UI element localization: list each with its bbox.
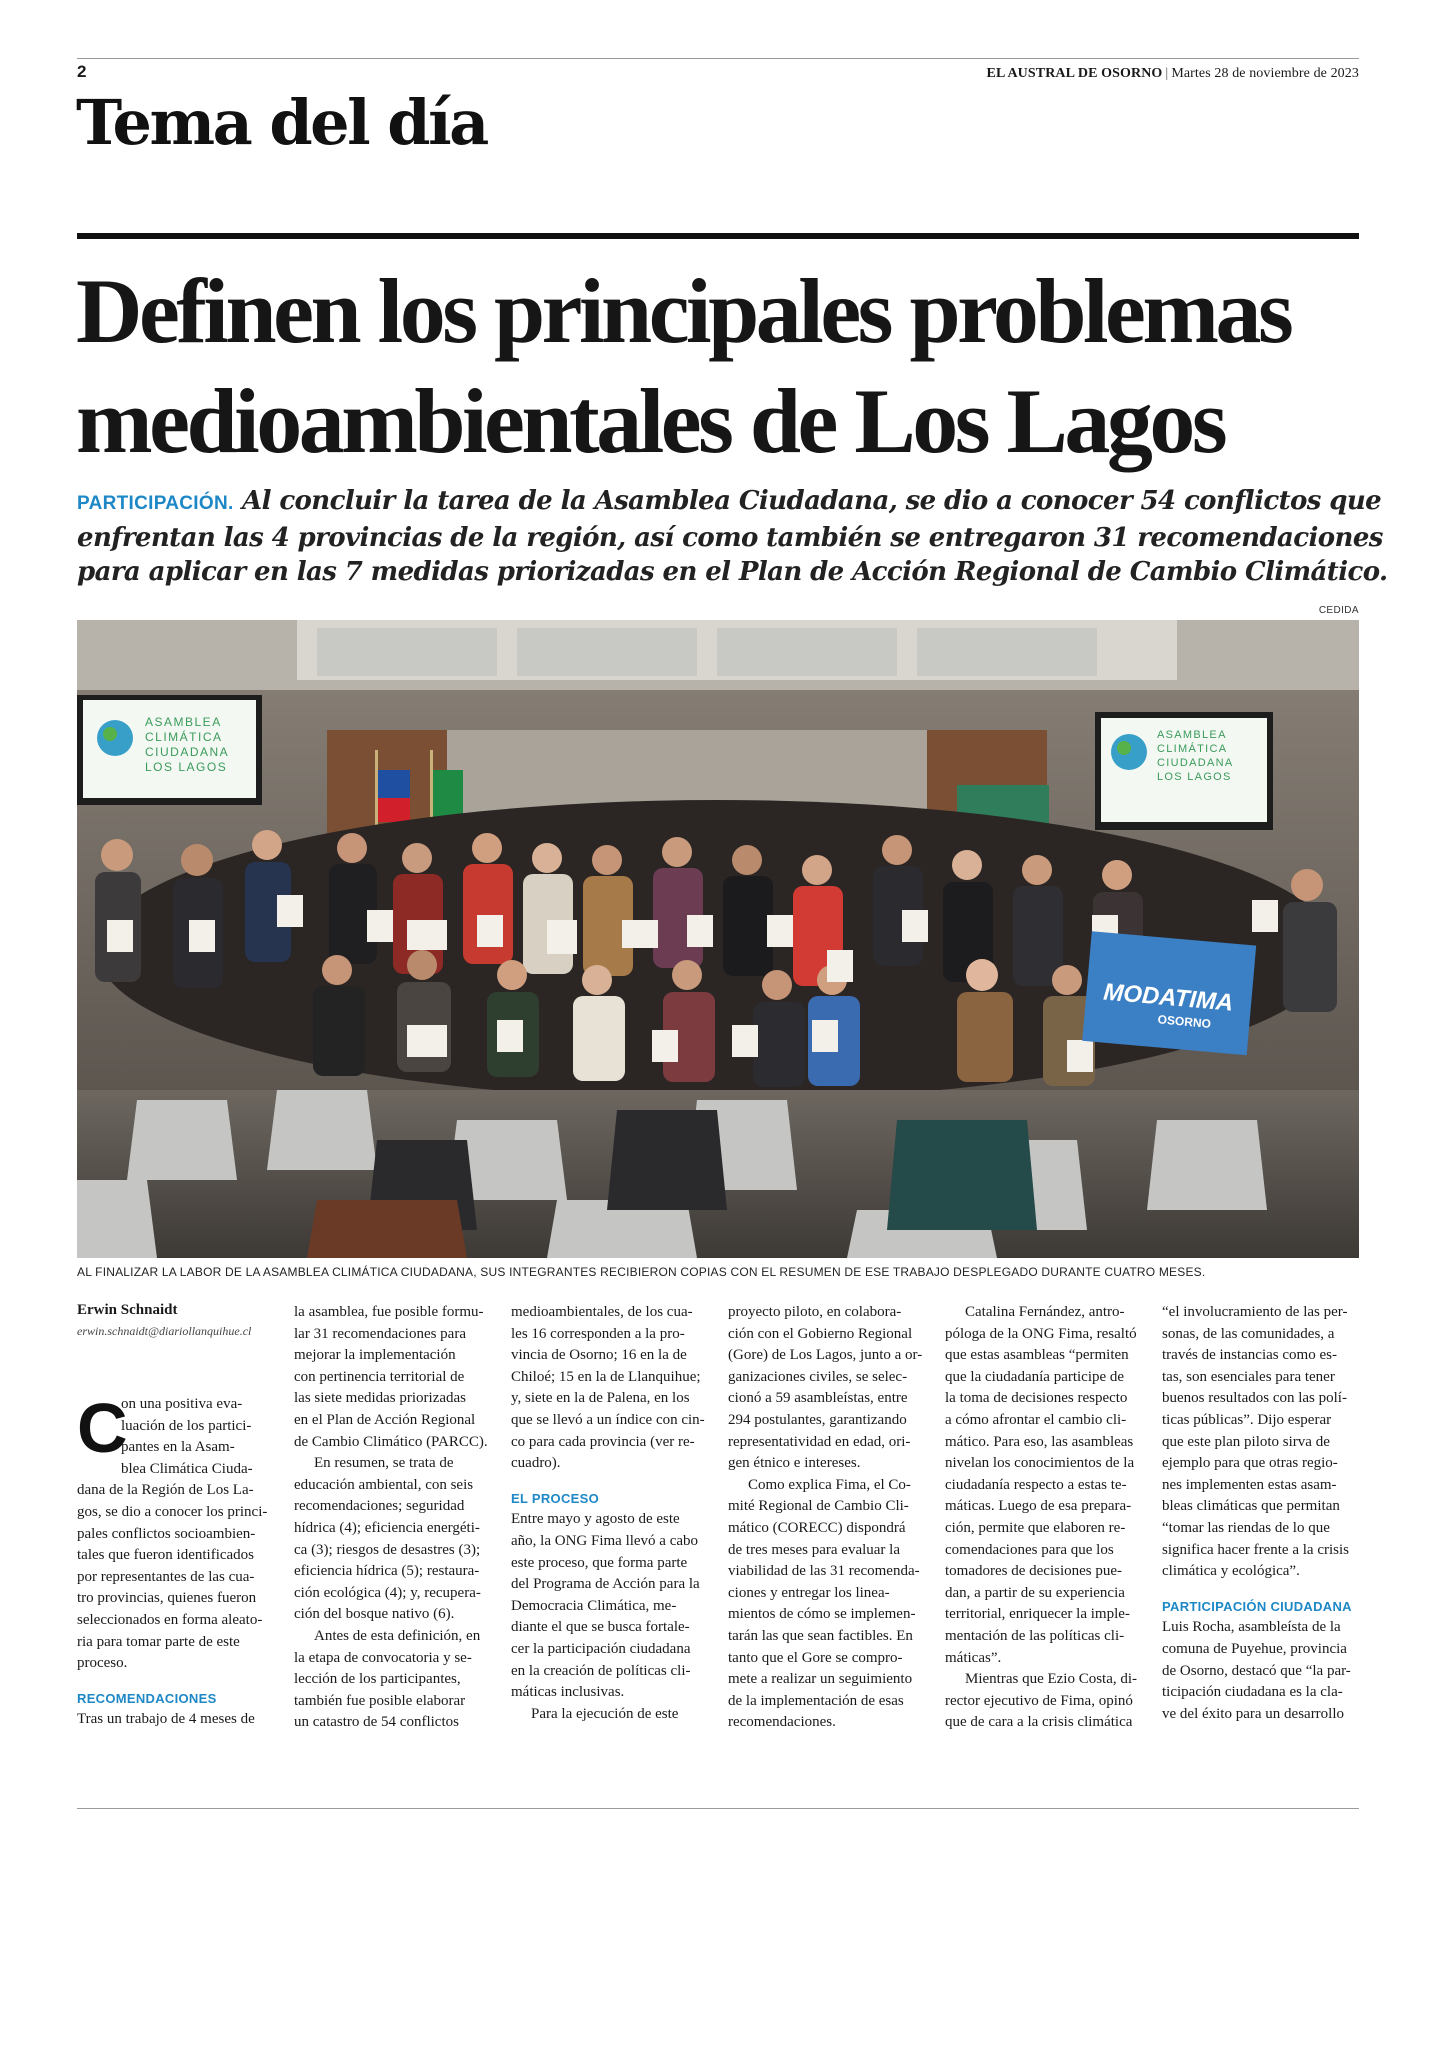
body-line: tomadores de decisiones pue- xyxy=(945,1563,1123,1580)
screen-text-line: CIUDADANA xyxy=(145,745,230,759)
body-line: ción con el Gobierno Regional xyxy=(728,1325,913,1342)
screen-text-line: LOS LAGOS xyxy=(145,760,228,774)
body-line: ciudadanía respecto a estas te- xyxy=(945,1476,1127,1493)
body-line: comuna de Puyehue, provincia xyxy=(1162,1640,1347,1657)
body-line: on una positiva eva- xyxy=(121,1396,243,1412)
byline-email: erwin.schnaidt@diariollanquihue.cl xyxy=(77,1324,252,1338)
article-column-2 xyxy=(294,1302,493,1734)
screen-text-line: CIUDADANA xyxy=(1157,757,1234,769)
masthead-separator: | xyxy=(1165,66,1169,81)
body-line: buenos resultados con las polí- xyxy=(1162,1390,1347,1407)
body-line: por representantes de las cua- xyxy=(77,1568,255,1585)
body-line: de Cambio Climático (PARCC). xyxy=(294,1433,488,1450)
body-line: cionó a 59 asambleístas, entre xyxy=(728,1390,908,1407)
body-line: las siete medidas priorizadas xyxy=(294,1390,467,1407)
body-line: nes implementen estas asam- xyxy=(1162,1476,1337,1493)
body-line: mientos de cómo se implemen- xyxy=(728,1606,916,1623)
page-number: 2 xyxy=(77,62,87,81)
body-line: recomendaciones; seguridad xyxy=(294,1498,465,1515)
masthead xyxy=(987,66,1359,82)
body-line: mité Regional de Cambio Cli- xyxy=(728,1498,909,1515)
body-line: máticas inclusivas. xyxy=(511,1684,625,1701)
article-column-4 xyxy=(728,1302,927,1734)
body-line: proceso. xyxy=(77,1655,128,1672)
body-line: territorial, enriquecer la imple- xyxy=(945,1606,1130,1623)
deck-line: enfrentan las 4 provincias de la región, así como también se entregaron 31 recomendaciones xyxy=(77,523,1383,553)
body-line: también fue posible elaborar xyxy=(294,1692,466,1709)
article-photo xyxy=(77,620,1359,1258)
body-line: tanto que el Gore se compro- xyxy=(728,1649,903,1666)
deck-line xyxy=(77,484,1382,521)
body-line: ejemplo para que otras regio- xyxy=(1162,1455,1338,1472)
body-line: que este plan piloto sirva de xyxy=(1162,1433,1330,1450)
group-photo-illustration xyxy=(77,620,1359,1258)
byline-author: Erwin Schnaidt xyxy=(77,1302,178,1318)
body-line: climática y ecológica”. xyxy=(1162,1563,1300,1580)
article-deck xyxy=(77,484,1388,589)
body-line: que la ciudadanía participe de xyxy=(945,1368,1125,1385)
headline-line: medioambientales de Los Lagos xyxy=(76,370,1225,472)
screen-text-line: CLIMÁTICA xyxy=(1157,743,1228,755)
headline-line: Definen los principales problemas xyxy=(76,260,1291,362)
body-line: diante el que se busca fortale- xyxy=(511,1619,690,1636)
body-line: bleas climáticas que permitan xyxy=(1162,1498,1340,1515)
body-line: pantes en la Asam- xyxy=(121,1439,235,1456)
body-line: sonas, de las comunidades, a xyxy=(1162,1325,1335,1342)
banner-subtext: OSORNO xyxy=(1157,1012,1212,1031)
article-column-1 xyxy=(77,1389,276,1731)
section-rule xyxy=(77,233,1359,239)
body-line: seleccionados en forma aleato- xyxy=(77,1611,263,1628)
body-line: ción, permite que elaboren re- xyxy=(945,1519,1126,1536)
body-line: Antes de esta definición, en xyxy=(314,1627,481,1644)
body-line: recomendaciones. xyxy=(728,1714,836,1731)
screen-text-line: ASAMBLEA xyxy=(1157,729,1227,741)
body-line: ticipación ciudadana es la cla- xyxy=(1162,1684,1343,1701)
article-headline xyxy=(76,256,1376,476)
body-line: mejorar la implementación xyxy=(294,1347,456,1364)
body-line: través de instancias como es- xyxy=(1162,1347,1337,1364)
body-line: pales conflictos socioambien- xyxy=(77,1525,256,1542)
body-line: co para cada provincia (ver re- xyxy=(511,1433,695,1450)
dropcap-letter: C xyxy=(77,1389,128,1467)
body-line: luación de los partici- xyxy=(121,1417,252,1434)
body-line: ve del éxito para un desarrollo xyxy=(1162,1705,1345,1722)
body-line: un catastro de 54 conflictos xyxy=(294,1714,459,1731)
body-line: de tres meses para evaluar la xyxy=(728,1541,900,1558)
body-line: Como explica Fima, el Co- xyxy=(748,1476,911,1493)
banner-text: MODATIMA xyxy=(1102,978,1235,1017)
body-line: tro provincias, quienes fueron xyxy=(77,1590,257,1607)
body-line: lar 31 recomendaciones para xyxy=(294,1325,466,1342)
bottom-rule xyxy=(77,1808,1359,1809)
body-line: blea Climática Ciuda- xyxy=(121,1460,253,1477)
section-title: Tema del día xyxy=(76,86,487,159)
body-line: lección de los participantes, xyxy=(294,1671,461,1688)
body-line: proyecto piloto, en colabora- xyxy=(728,1304,902,1320)
subhead-participacion-ciudadana: PARTICIPACIÓN CIUDADANA xyxy=(1162,1598,1352,1614)
body-line: en el Plan de Acción Regional xyxy=(294,1411,476,1428)
body-line: ción del bosque nativo (6). xyxy=(294,1606,455,1623)
body-line: Catalina Fernández, antro- xyxy=(965,1304,1125,1320)
subhead-el-proceso: EL PROCESO xyxy=(511,1490,600,1506)
body-line: la toma de decisiones respecto xyxy=(945,1390,1128,1407)
body-line: (Gore) de Los Lagos, junto a or- xyxy=(728,1347,923,1364)
subhead-recomendaciones: RECOMENDACIONES xyxy=(77,1690,217,1706)
body-line: Mientras que Ezio Costa, di- xyxy=(965,1671,1138,1688)
body-line: y, siete en la de Palena, en los xyxy=(511,1390,690,1407)
body-line: de Osorno, destacó que “la par- xyxy=(1162,1662,1351,1679)
body-line: cer la participación ciudadana xyxy=(511,1640,691,1657)
body-line: 294 postulantes, garantizando xyxy=(728,1411,907,1428)
screen-text-line: LOS LAGOS xyxy=(1157,771,1232,783)
body-line: Para la ejecución de este xyxy=(531,1705,679,1722)
article-column-6 xyxy=(1162,1302,1361,1725)
body-line: con pertinencia territorial de xyxy=(294,1368,465,1385)
body-line: gen étnico e intereses. xyxy=(728,1455,861,1472)
body-line: póloga de la ONG Fima, resaltó xyxy=(945,1325,1137,1342)
body-line: comendaciones para que los xyxy=(945,1541,1114,1558)
body-line: Entre mayo y agosto de este xyxy=(511,1511,680,1528)
body-line: tas, son esenciales para tener xyxy=(1162,1368,1335,1385)
body-line: dana de la Región de Los La- xyxy=(77,1482,254,1499)
dropcap-paragraph xyxy=(77,1389,276,1675)
body-line: año, la ONG Fima llevó a cabo xyxy=(511,1532,699,1549)
body-line: Luis Rocha, asambleísta de la xyxy=(1162,1619,1341,1636)
publication-name: EL AUSTRAL DE OSORNO xyxy=(986,66,1163,81)
screen-text-line: CLIMÁTICA xyxy=(145,730,223,744)
body-line: del Programa de Acción para la xyxy=(511,1576,700,1593)
body-line: que estas asambleas “permiten xyxy=(945,1347,1129,1364)
body-line: máticas. Luego de esa prepara- xyxy=(945,1498,1132,1515)
body-line: vincia de Osorno; 16 en la de xyxy=(511,1347,687,1364)
body-line: ca (3); riesgos de desastres (3); xyxy=(294,1541,481,1558)
body-line: de la implementación de esas xyxy=(728,1692,904,1709)
body-line: representatividad en edad, ori- xyxy=(728,1433,911,1450)
body-line: tarán las que sean factibles. En xyxy=(728,1627,913,1644)
screen-text-line: ASAMBLEA xyxy=(145,715,222,729)
body-line: ticas públicas”. Dijo esperar xyxy=(1162,1411,1332,1428)
body-line: les 16 corresponden a la pro- xyxy=(511,1325,685,1342)
body-line: ria para tomar parte de este xyxy=(77,1633,240,1650)
body-line: dan, a partir de su experiencia xyxy=(945,1584,1125,1601)
body-line: mático. Para eso, las asambleas xyxy=(945,1433,1134,1450)
body-line: máticas”. xyxy=(945,1649,1002,1666)
deck-line: para aplicar en las 7 medidas priorizadas en el Plan de Acción Regional de Cambio Climático. xyxy=(77,557,1388,587)
body-line: significa hacer frente a la crisis xyxy=(1162,1541,1349,1558)
photo-credit: CEDIDA xyxy=(1318,605,1359,616)
body-line: gos, se dio a conocer los princi- xyxy=(77,1503,268,1520)
body-line: “el involucramiento de las per- xyxy=(1162,1304,1348,1320)
body-line: mentación de las políticas cli- xyxy=(945,1627,1125,1644)
article-column-5 xyxy=(945,1302,1144,1734)
body-line: mático (CORECC) dispondrá xyxy=(728,1519,906,1536)
body-line: En resumen, se trata de xyxy=(314,1455,454,1472)
body-line: a cómo afrontar el cambio cli- xyxy=(945,1411,1127,1428)
body-line: rector ejecutivo de Fima, opinó xyxy=(945,1692,1133,1709)
body-line: cuadro). xyxy=(511,1455,561,1472)
body-line: hídrica (4); eficiencia energéti- xyxy=(294,1519,480,1536)
body-line: Chiloé; 15 en la de Llanquihue; xyxy=(511,1368,701,1385)
body-line: que se llevó a un índice con cin- xyxy=(511,1411,705,1428)
body-line: viabilidad de las 31 recomenda- xyxy=(728,1563,920,1580)
deck-text: Al concluir la tarea de la Asamblea Ciudadana, se dio a conocer 54 conflictos que xyxy=(242,486,1382,516)
body-line: mete a realizar un seguimiento xyxy=(728,1671,913,1688)
article-column-3 xyxy=(511,1302,710,1725)
body-line: educación ambiental, con seis xyxy=(294,1476,474,1493)
body-line: tales que fueron identificados xyxy=(77,1547,255,1564)
body-line: la asamblea, fue posible formu- xyxy=(294,1304,484,1320)
body-line: “tomar las riendas de lo que xyxy=(1162,1519,1330,1536)
deck-kicker: PARTICIPACIÓN. xyxy=(77,493,234,514)
body-line: ganizaciones civiles, se selec- xyxy=(728,1368,908,1385)
body-line: Democracia Climática, me- xyxy=(511,1597,677,1614)
body-line: en la creación de políticas cli- xyxy=(511,1662,691,1679)
body-line: ción ecológica (4); y, recupera- xyxy=(294,1584,481,1601)
photo-caption: AL FINALIZAR LA LABOR DE LA ASAMBLEA CLIMÁTICA CIUDADANA, SUS INTEGRANTES RECIBIERON COPIAS CON EL RESUMEN DE ESE TRABAJO DESPLEGADO DURANTE CUATRO MESES. xyxy=(77,1265,1206,1279)
body-line: que de cara a la crisis climática xyxy=(945,1714,1133,1731)
body-line: medioambientales, de los cua- xyxy=(511,1304,693,1320)
body-line: Tras un trabajo de 4 meses de xyxy=(77,1711,255,1728)
body-line: ciones y entregar los linea- xyxy=(728,1584,890,1601)
top-rule xyxy=(77,58,1359,59)
body-line: eficiencia hídrica (5); restaura- xyxy=(294,1563,480,1580)
body-line: la etapa de convocatoria y se- xyxy=(294,1649,472,1666)
publication-date: Martes 28 de noviembre de 2023 xyxy=(1171,66,1359,81)
body-line: este proceso, que forma parte xyxy=(511,1554,688,1571)
body-line: nivelan los conocimientos de la xyxy=(945,1455,1135,1472)
